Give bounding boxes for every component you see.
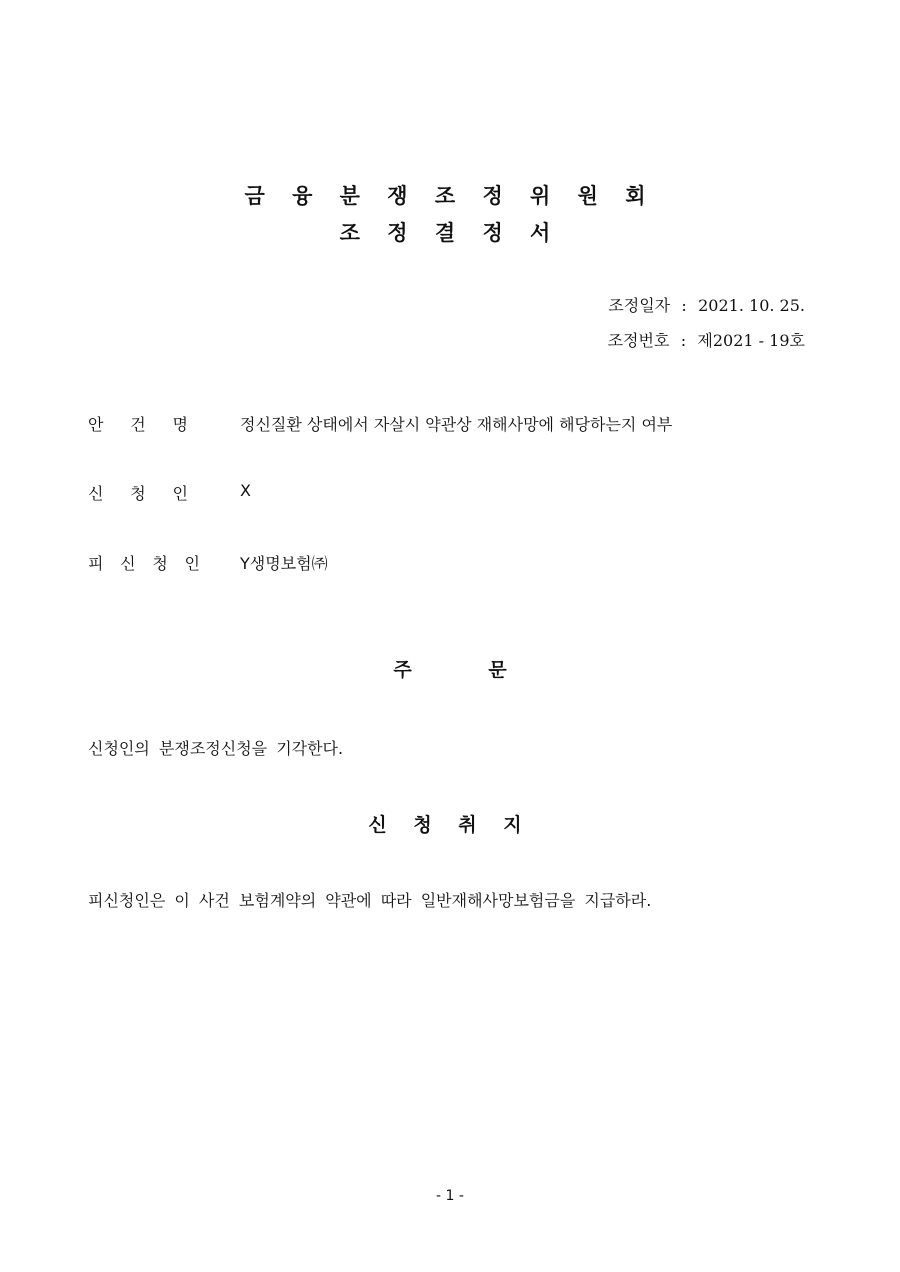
mediation-number-separator: : <box>680 331 687 350</box>
applicant-label-char: 청 <box>130 484 146 503</box>
applicant-value: X <box>240 481 251 500</box>
case-name-label-char: 건 <box>130 415 146 434</box>
applicant-label-char: 인 <box>172 484 188 503</box>
order-text: 신청인의 분쟁조정신청을 기각한다. <box>88 739 344 758</box>
order-heading <box>0 655 900 682</box>
respondent-label-char: 피 <box>88 554 104 573</box>
mediation-number-label: 조정번호 <box>607 331 670 350</box>
respondent-label-char: 인 <box>184 554 200 573</box>
organization-title: 금 융 분 쟁 조 정 위 원 회 <box>244 184 656 208</box>
mediation-date-label: 조정일자 <box>608 296 671 315</box>
order-heading-char: 주 <box>393 659 412 681</box>
respondent-label-char: 청 <box>152 554 168 573</box>
mediation-date-row <box>608 293 805 316</box>
mediation-number-value: 제2021 - 19호 <box>697 331 805 350</box>
mediation-date-value: 2021. 10. 25. <box>698 296 805 315</box>
case-name-value: 정신질환 상태에서 자살시 약관상 재해사망에 해당하는지 여부 <box>240 415 673 434</box>
respondent-label <box>88 551 200 574</box>
purpose-text: 피신청인은 이 사건 보험계약의 약관에 따라 일반재해사망보험금을 지급하라. <box>88 891 652 910</box>
page-number: - 1 - <box>436 1188 464 1204</box>
document-title: 조 정 결 정 서 <box>339 221 561 245</box>
case-name-label-char: 안 <box>88 415 104 434</box>
applicant-label-char: 신 <box>88 484 104 503</box>
order-heading-char: 문 <box>488 659 507 681</box>
respondent-label-char: 신 <box>120 554 136 573</box>
case-name-label-char: 명 <box>172 415 188 434</box>
respondent-value: Y생명보험㈜ <box>240 554 328 573</box>
mediation-date-separator: : <box>681 296 687 315</box>
purpose-heading: 신 청 취 지 <box>368 814 532 836</box>
applicant-label <box>88 481 188 504</box>
mediation-number-row <box>608 328 805 351</box>
case-name-label <box>88 412 188 435</box>
